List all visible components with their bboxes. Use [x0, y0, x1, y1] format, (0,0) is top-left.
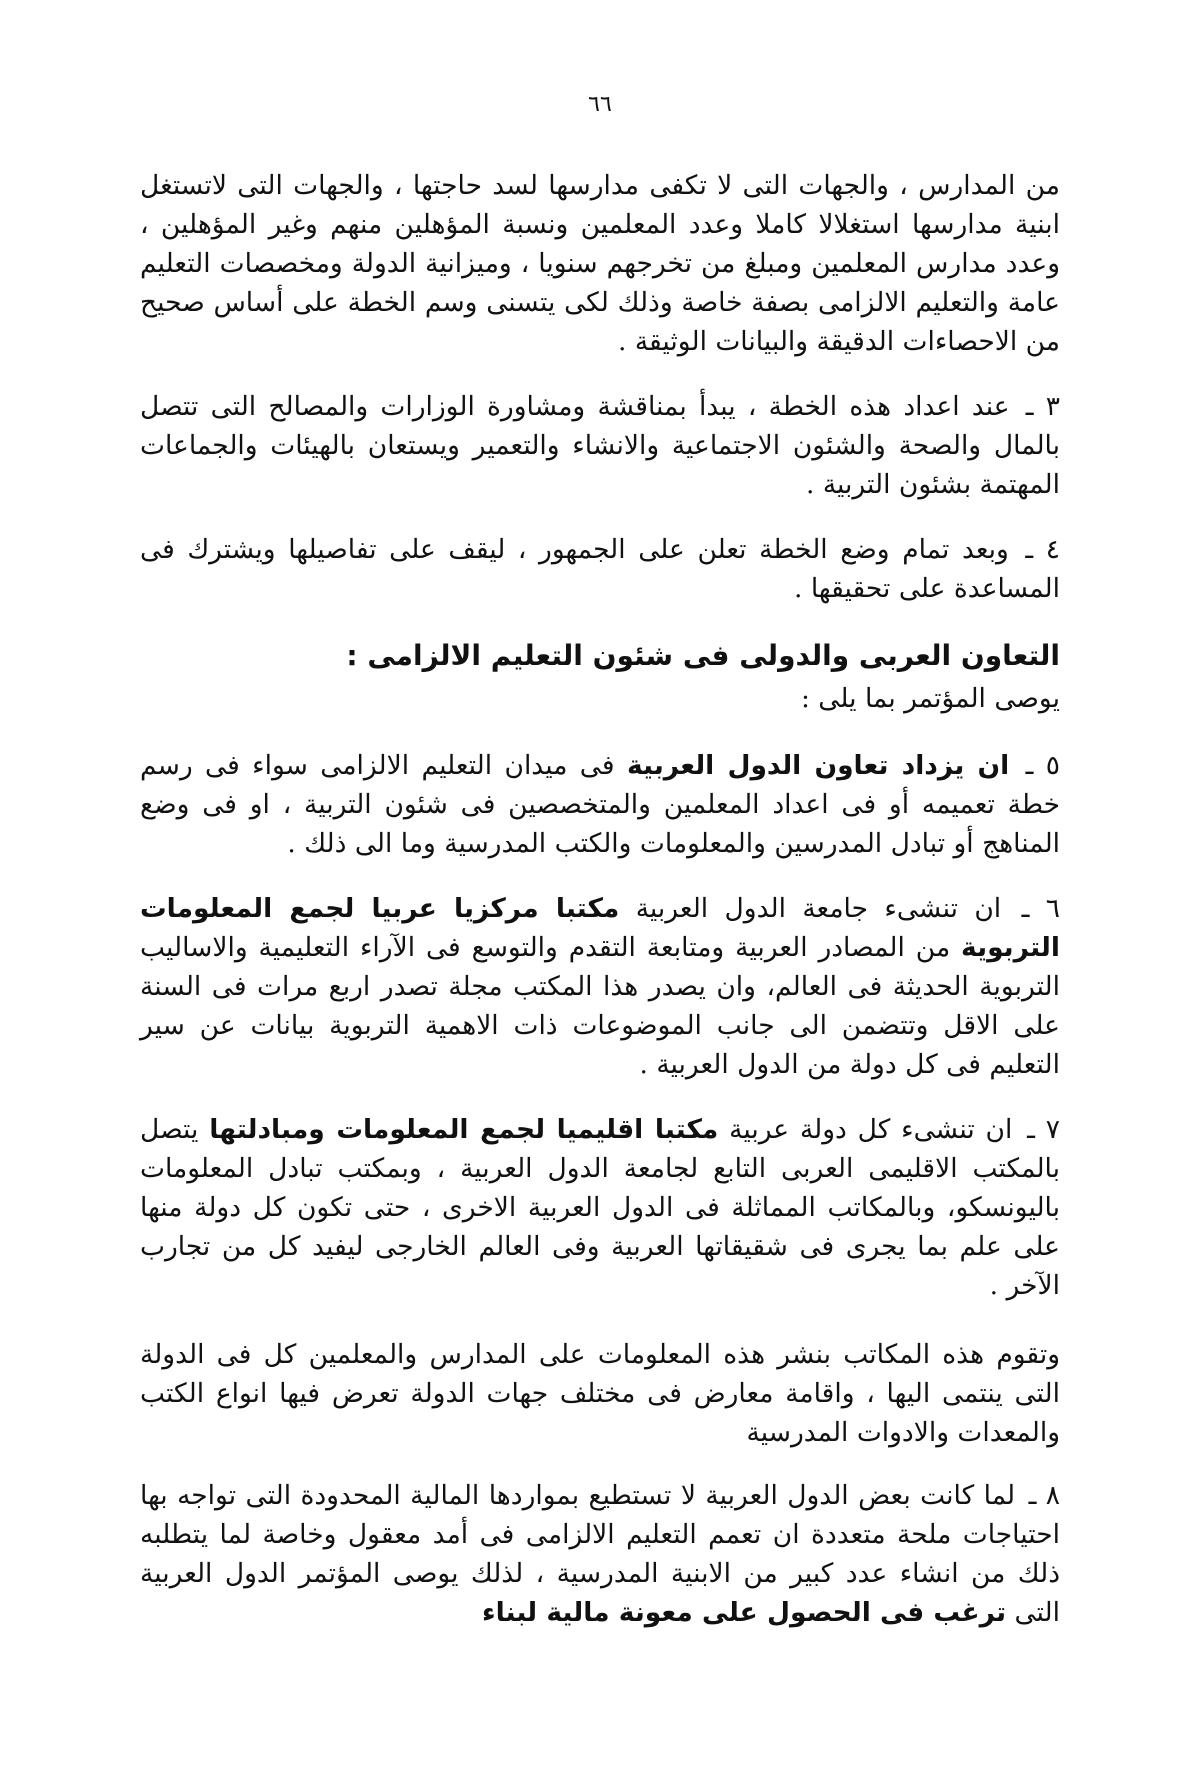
item-number: ٦ ـ	[1021, 893, 1060, 924]
paragraph-item-6	[140, 889, 1060, 1084]
paragraph-item-7	[140, 1110, 1060, 1305]
bold-phrase: مكتبا اقليميا لجمع المعلومات ومبادلتها	[209, 1114, 719, 1145]
bold-phrase: مكتبا مركزيا عربيا لجمع المعلومات التربوية	[140, 893, 1060, 963]
item-number: ٧ ـ	[1027, 1114, 1060, 1145]
paragraph-schools-statistics	[140, 166, 1060, 361]
paragraph-text: فى ميدان التعليم الالزامى سواء فى رسم خطة تعميمه أو فى اعداد المعلمين والمتخصصين فى شئون التربية ، او فى وضع المناهج أو تبادل المدرسين والمعلومات والكتب المدرسية وما الى ذلك .	[140, 750, 1060, 859]
paragraph-text: من المدارس ، والجهات التى لا تكفى مدارسها لسد حاجتها ، والجهات التى لاتستغل ابنية مدارسها استغلالا كاملا وعدد المعلمين ونسبة المؤهلين منهم وغير المؤهلين ، وعدد مدارس المعلمين ومبلغ من تخرجهم سنويا ، وميزانية الدولة ومخصصات التعليم عامة والتعليم الالزامى بصفة خاصة وذلك لكى يتسنى وسم الخطة على أساس صحيح من الاحصاءات الدقيقة والبيانات الوثيقة .	[140, 170, 1060, 357]
paragraph-text: يتصل بالمكتب الاقليمى العربى التابع لجامعة الدول العربية ، وبمكتب تبادل المعلومات باليونسكو، وبالمكاتب المماثلة فى الدول العربية الاخرى ، حتى تكون كل دولة منها على علم بما يجرى فى شقيقاتها العربية وفى العالم الخارجى ليفيد كل من تجارب الآخر .	[140, 1114, 1060, 1301]
bold-phrase: ترغب فى الحصول على معونة مالية لبناء	[482, 1597, 1007, 1628]
paragraph-offices-publishing	[140, 1335, 1060, 1452]
paragraph-lead: ان تنشىء جامعة الدول العربية	[635, 893, 1002, 924]
paragraph-item-3	[140, 387, 1060, 504]
section-intro: يوصى المؤتمر بما يلى :	[800, 683, 1060, 714]
paragraph-item-8	[140, 1476, 1060, 1632]
paragraph-item-4	[140, 530, 1060, 608]
item-number: ٨ ـ	[1028, 1480, 1060, 1511]
paragraph-text: عند اعداد هذه الخطة ، يبدأ بمناقشة ومشاورة الوزارات والمصالح التى تتصل بالمال والصحة والشئون الاجتماعية والانشاء والتعمير ويستعان بالهيئات والجماعات المهتمة بشئون التربية .	[140, 391, 1060, 500]
paragraph-text: وتقوم هذه المكاتب بنشر هذه المعلومات على المدارس والمعلمين كل فى الدولة التى ينتمى اليها ، واقامة معارض فى مختلف جهات الدولة تعرض فيها انواع الكتب والمعدات والادوات المدرسية	[140, 1339, 1060, 1448]
paragraph-text: وبعد تمام وضع الخطة تعلن على الجمهور ، ليقف على تفاصيلها ويشترك فى المساعدة على تحقيقها .	[140, 534, 1060, 604]
paragraph-text: من المصادر العربية ومتابعة التقدم والتوسع فى الآراء التعليمية والاساليب التربوية الحديثة فى العالم، وان يصدر هذا المكتب مجلة تصدر اربع مرات فى السنة على الاقل وتتضمن الى جانب الموضوعات ذات الاهمية التربوية بيانات عن سير التعليم فى كل دولة من الدول العربية .	[140, 932, 1060, 1080]
item-number: ٣ ـ	[1025, 391, 1060, 422]
bold-phrase: ان يزداد تعاون الدول العربية	[626, 750, 1010, 781]
item-number: ٥ ـ	[1025, 750, 1060, 781]
section-heading: التعاون العربى والدولى فى شئون التعليم الالزامى :	[346, 639, 1060, 672]
paragraph-item-5	[140, 746, 1060, 863]
page-number: ٦٦	[588, 92, 612, 117]
paragraph-lead: ان تنشىء كل دولة عربية	[729, 1114, 1013, 1145]
item-number: ٤ ـ	[1025, 534, 1060, 565]
paragraph-text: لما كانت بعض الدول العربية لا تستطيع بمواردها المالية المحدودة التى تواجه بها احتياجات ملحة متعددة ان تعمم التعليم الالزامى فى أمد معقول وخاصة لما يتطلبه ذلك من انشاء عدد كبير من الابنية المدرسية ، لذلك يوصى المؤتمر الدول العربية التى	[140, 1480, 1060, 1628]
